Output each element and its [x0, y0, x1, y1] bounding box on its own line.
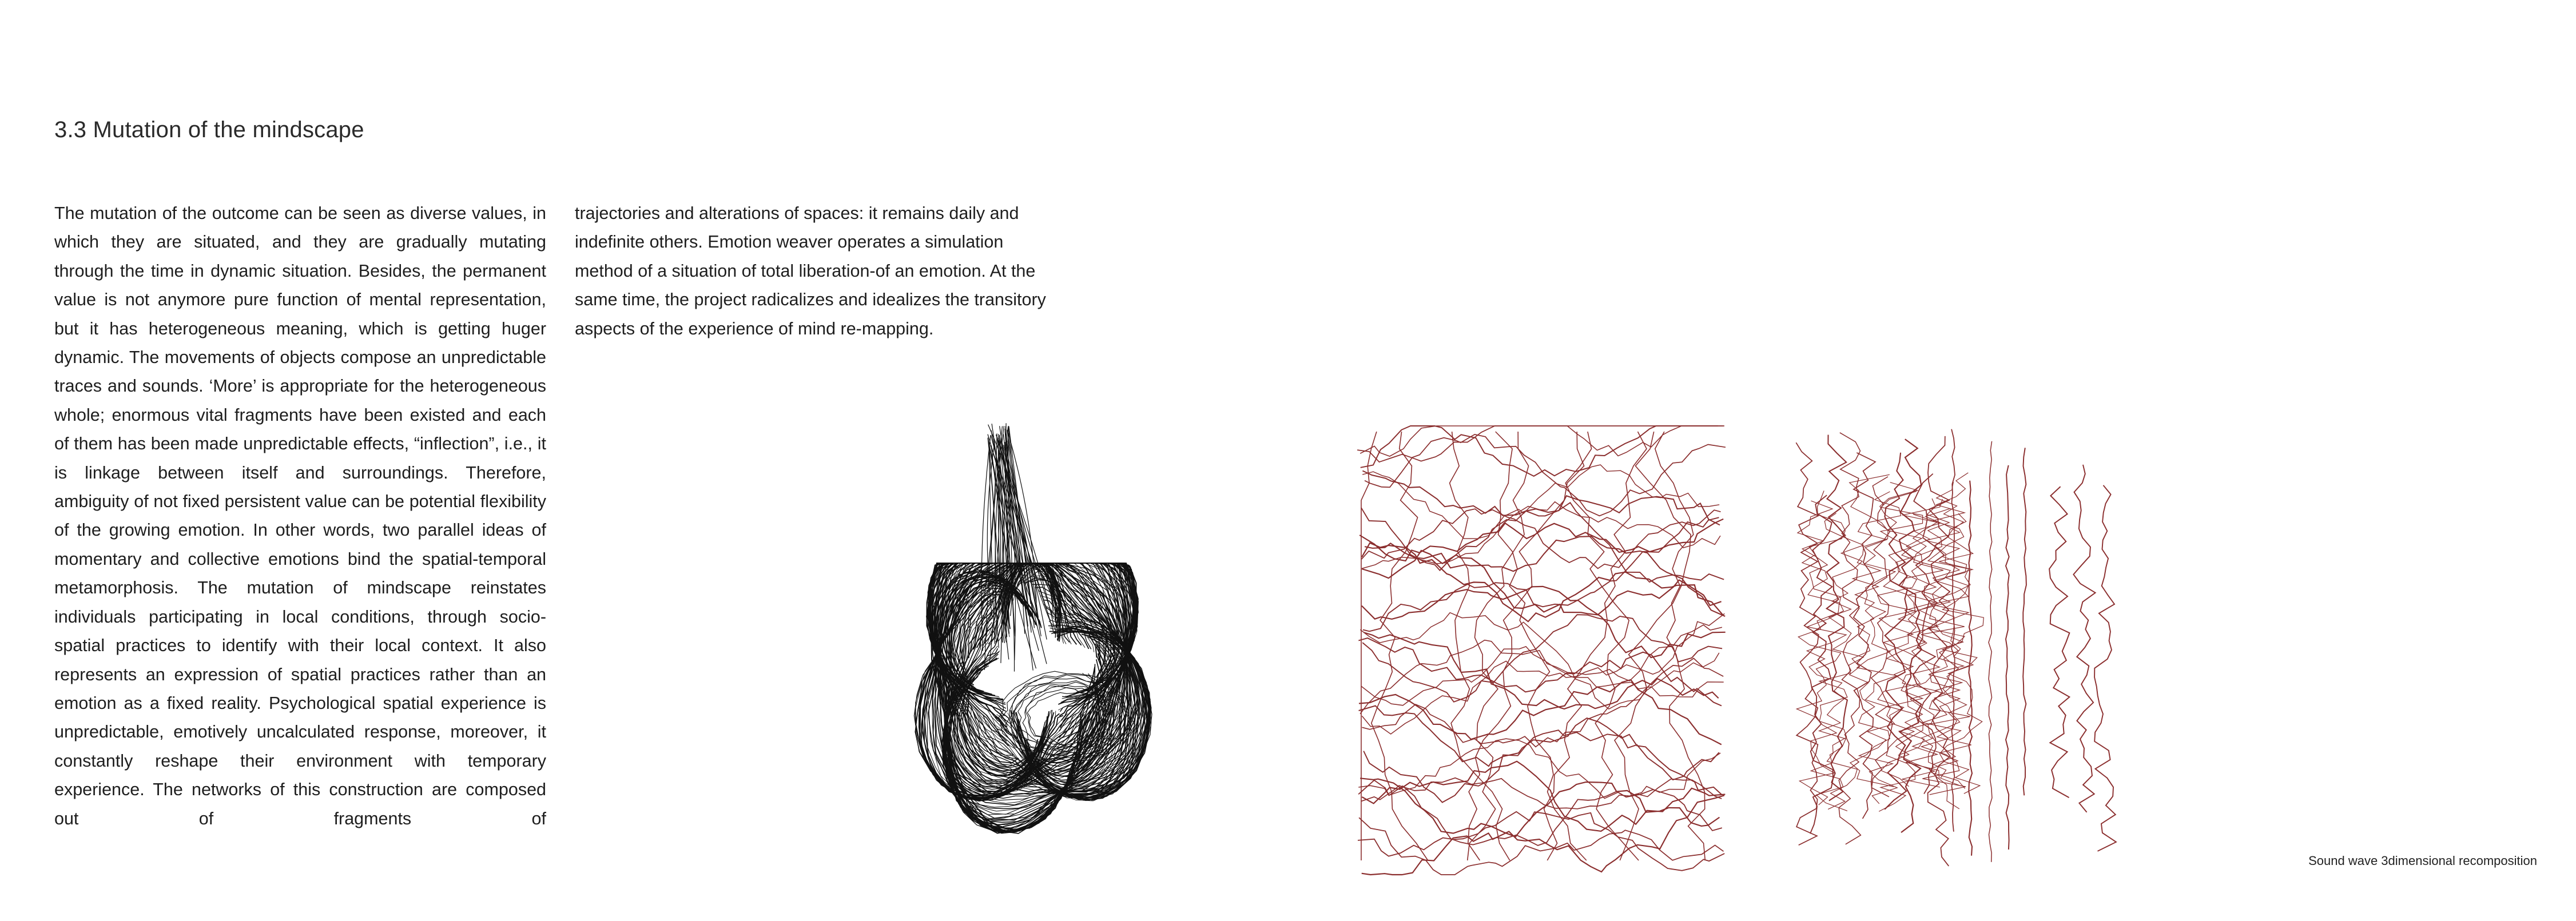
sound-wave-traces-figure [1361, 426, 1762, 878]
wave-trace [1468, 432, 1529, 860]
vertical-wave-line [1989, 441, 1992, 862]
wave-trace [1362, 471, 1720, 525]
vertical-wave-line [2073, 465, 2095, 812]
wave-trace [1372, 432, 1428, 860]
wave-trace [1359, 818, 1723, 875]
wave-trace [1363, 517, 1719, 631]
wave-trace [1360, 778, 1719, 836]
wave-trace [1365, 536, 1725, 616]
wave-trace [1362, 761, 1725, 831]
wave-trace [1450, 432, 1510, 860]
wave-trace [1358, 812, 1724, 871]
wave-trace [1361, 778, 1722, 809]
body-text-column-1: The mutation of the outcome can be seen as diverse values, in which they are situated, and they are gradually mutating through the time in dynamic situation. Besides, the permanent value is not anymore pure function of mental representation, but it has heterogeneous meaning, which is getting huger dynamic. The movements of objects compose an unpredictable traces and sounds. ‘More’ is appropriate for the heterogeneous whole; enormous vital fragments have been existed and each of them has been made unpredictable effects, “inflection”, i.e., it is linkage between itself and surroundings. Therefore, ambiguity of not fixed persistent value can be potential flexibility of the growing emotion. In other words, two parallel ideas of momentary and collective emotions bind the spatial-temporal metamorphosis. The mutation of mindscape reinstates individuals participating in local conditions, through socio-spatial practices to identify with their local context. It also represents an expression of spatial practices rather than an emotion as a fixed reality. Psychological spatial experience is unpredictable, emotively uncalculated response, moreover, it constantly reshape their environment with temporary experience. The networks of this construction are composed out of fragments of [54, 204, 546, 828]
wave-trace [1358, 739, 1720, 799]
body-text-column-2: trajectories and alterations of spaces: it remains daily and indefinite others. Emotion weaver operates a simulation method of a situation of total liberation-of an emotion. At the same time, the project radicalizes and idealizes the transitory aspects of the experience of mind re-mapping. [575, 204, 1046, 338]
wave-trace [1361, 426, 1718, 476]
vertical-wave-line [2023, 448, 2026, 795]
wave-trace [1361, 432, 1377, 860]
wave-trace [1360, 426, 1723, 456]
wireframe-mesh-figure [895, 420, 1187, 878]
vertical-wave-line [2094, 485, 2116, 851]
wave-trace [1362, 551, 1722, 615]
section-title: 3.3 Mutation of the mindscape [54, 117, 364, 142]
wave-trace [1365, 434, 1726, 516]
vertical-wave-line [2049, 487, 2069, 798]
wave-trace [1360, 613, 1719, 709]
wave-trace [1362, 502, 1720, 569]
sound-wave-vertical-lines-figure [1796, 423, 2139, 880]
vertical-wave-line [1796, 442, 1818, 845]
vertical-wave-line [1921, 499, 1966, 795]
figure-caption: Sound wave 3dimensional recomposition [2308, 854, 2537, 868]
vertical-wave-line [1796, 501, 1840, 805]
vertical-wave-line [2006, 465, 2009, 850]
vertical-wave-line [1969, 481, 1972, 856]
